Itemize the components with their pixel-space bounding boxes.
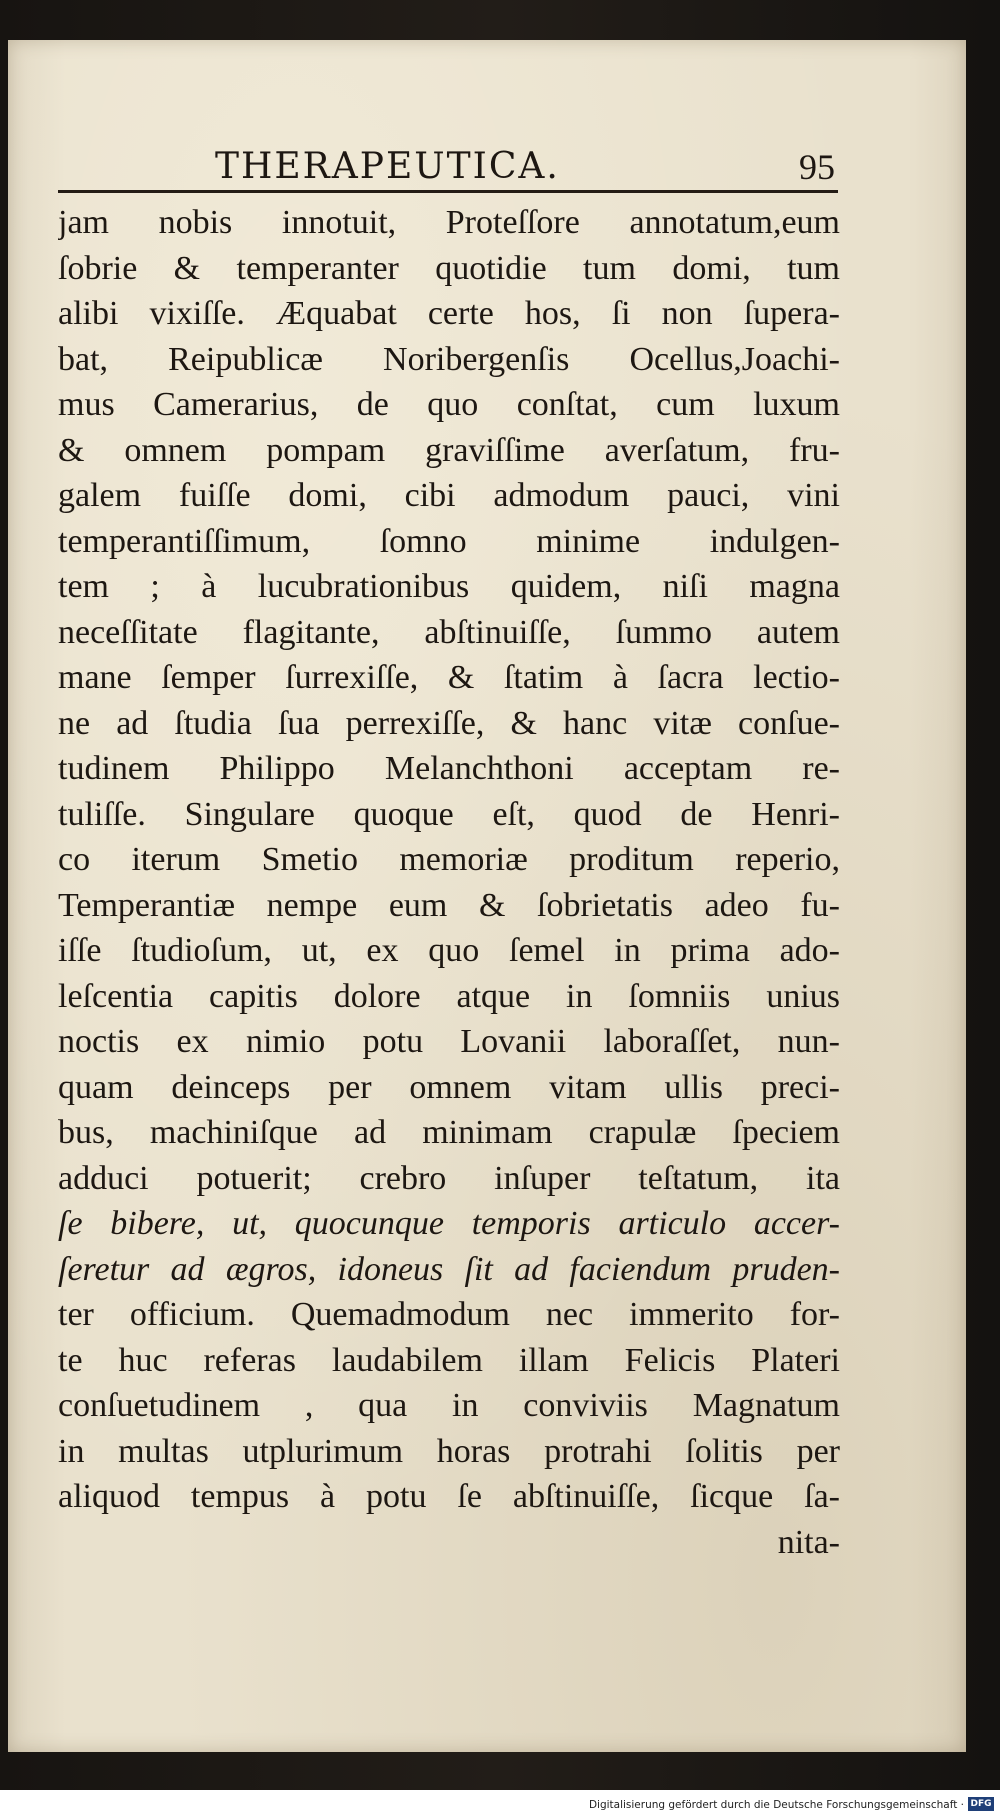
footer-bar — [0, 1790, 1000, 1820]
text-line: conſuetudinem , qua in conviviis Magnatum — [58, 1387, 840, 1424]
text-line: in multas utplurimum horas protrahi ſolitis per — [58, 1432, 840, 1470]
text-line: Temperantiæ nempe eum & ſobrietatis adeo fu- — [58, 886, 840, 924]
catchword: nita- — [777, 1523, 840, 1561]
text-line: ter officium. Quemadmodum nec immerito for- — [58, 1296, 840, 1333]
text-line: co iterum Smetio memoriæ proditum reperio, — [58, 841, 840, 878]
text-line: ſeretur ad ægros, idoneus ſit ad faciendum pruden- — [58, 1250, 840, 1288]
text-line: galem fuiſſe domi, cibi admodum pauci, vini — [58, 477, 840, 514]
page-number: 95 — [799, 147, 835, 187]
text-line: mane ſemper ſurrexiſſe, & ſtatim à ſacra lectio- — [58, 659, 840, 696]
text-line: tem ; à lucubrationibus quidem, niſi magna — [58, 568, 840, 605]
footer-credit: Digitalisierung gefördert durch die Deutsche Forschungsgemeinschaft · — [588, 1799, 964, 1811]
body-text — [58, 200, 840, 1565]
text-line: bat, Reipublicæ Noribergenſis Ocellus,Joachi- — [58, 340, 840, 378]
header-rule — [58, 190, 838, 193]
text-line: quam deinceps per omnem vitam ullis preci- — [58, 1068, 840, 1106]
text-line: aliquod tempus à potu ſe abſtinuiſſe, ſicque ſa- — [58, 1478, 840, 1515]
text-line: tuliſſe. Singulare quoque eſt, quod de Henri- — [58, 795, 840, 833]
text-line: ſe bibere, ut, quocunque temporis articulo accer- — [58, 1205, 840, 1242]
dfg-logo: DFG — [968, 1797, 994, 1811]
text-line: adduci potuerit; crebro inſuper teſtatum, ita — [58, 1159, 840, 1197]
text-line: leſcentia capitis dolore atque in ſomniis unius — [58, 977, 840, 1015]
text-line: tudinem Philippo Melanchthoni acceptam re- — [58, 750, 840, 787]
text-line: alibi vixiſſe. Æquabat certe hos, ſi non ſupera- — [58, 295, 840, 332]
text-line: te huc referas laudabilem illam Felicis Plateri — [58, 1341, 840, 1379]
page-header — [215, 146, 835, 192]
text-line: neceſſitate flagitante, abſtinuiſſe, ſummo autem — [58, 613, 840, 651]
text-line: noctis ex nimio potu Lovanii laboraſſet, nun- — [58, 1023, 840, 1060]
running-title: THERAPEUTICA. — [215, 146, 560, 187]
text-line: temperantiſſimum, ſomno minime indulgen- — [58, 522, 840, 560]
text-line: iſſe ſtudioſum, ut, ex quo ſemel in prima ado- — [58, 932, 840, 969]
text-line: bus, machiniſque ad minimam crapulæ ſpeciem — [58, 1114, 840, 1151]
text-line: mus Camerarius, de quo conſtat, cum luxum — [58, 386, 840, 423]
text-line: ne ad ſtudia ſua perrexiſſe, & hanc vitæ conſue- — [58, 704, 840, 742]
text-line: & omnem pompam graviſſime averſatum, fru- — [58, 431, 840, 469]
text-line: jam nobis innotuit, Proteſſore annotatum,eum — [58, 204, 840, 241]
text-line: ſobrie & temperanter quotidie tum domi, tum — [58, 249, 840, 287]
